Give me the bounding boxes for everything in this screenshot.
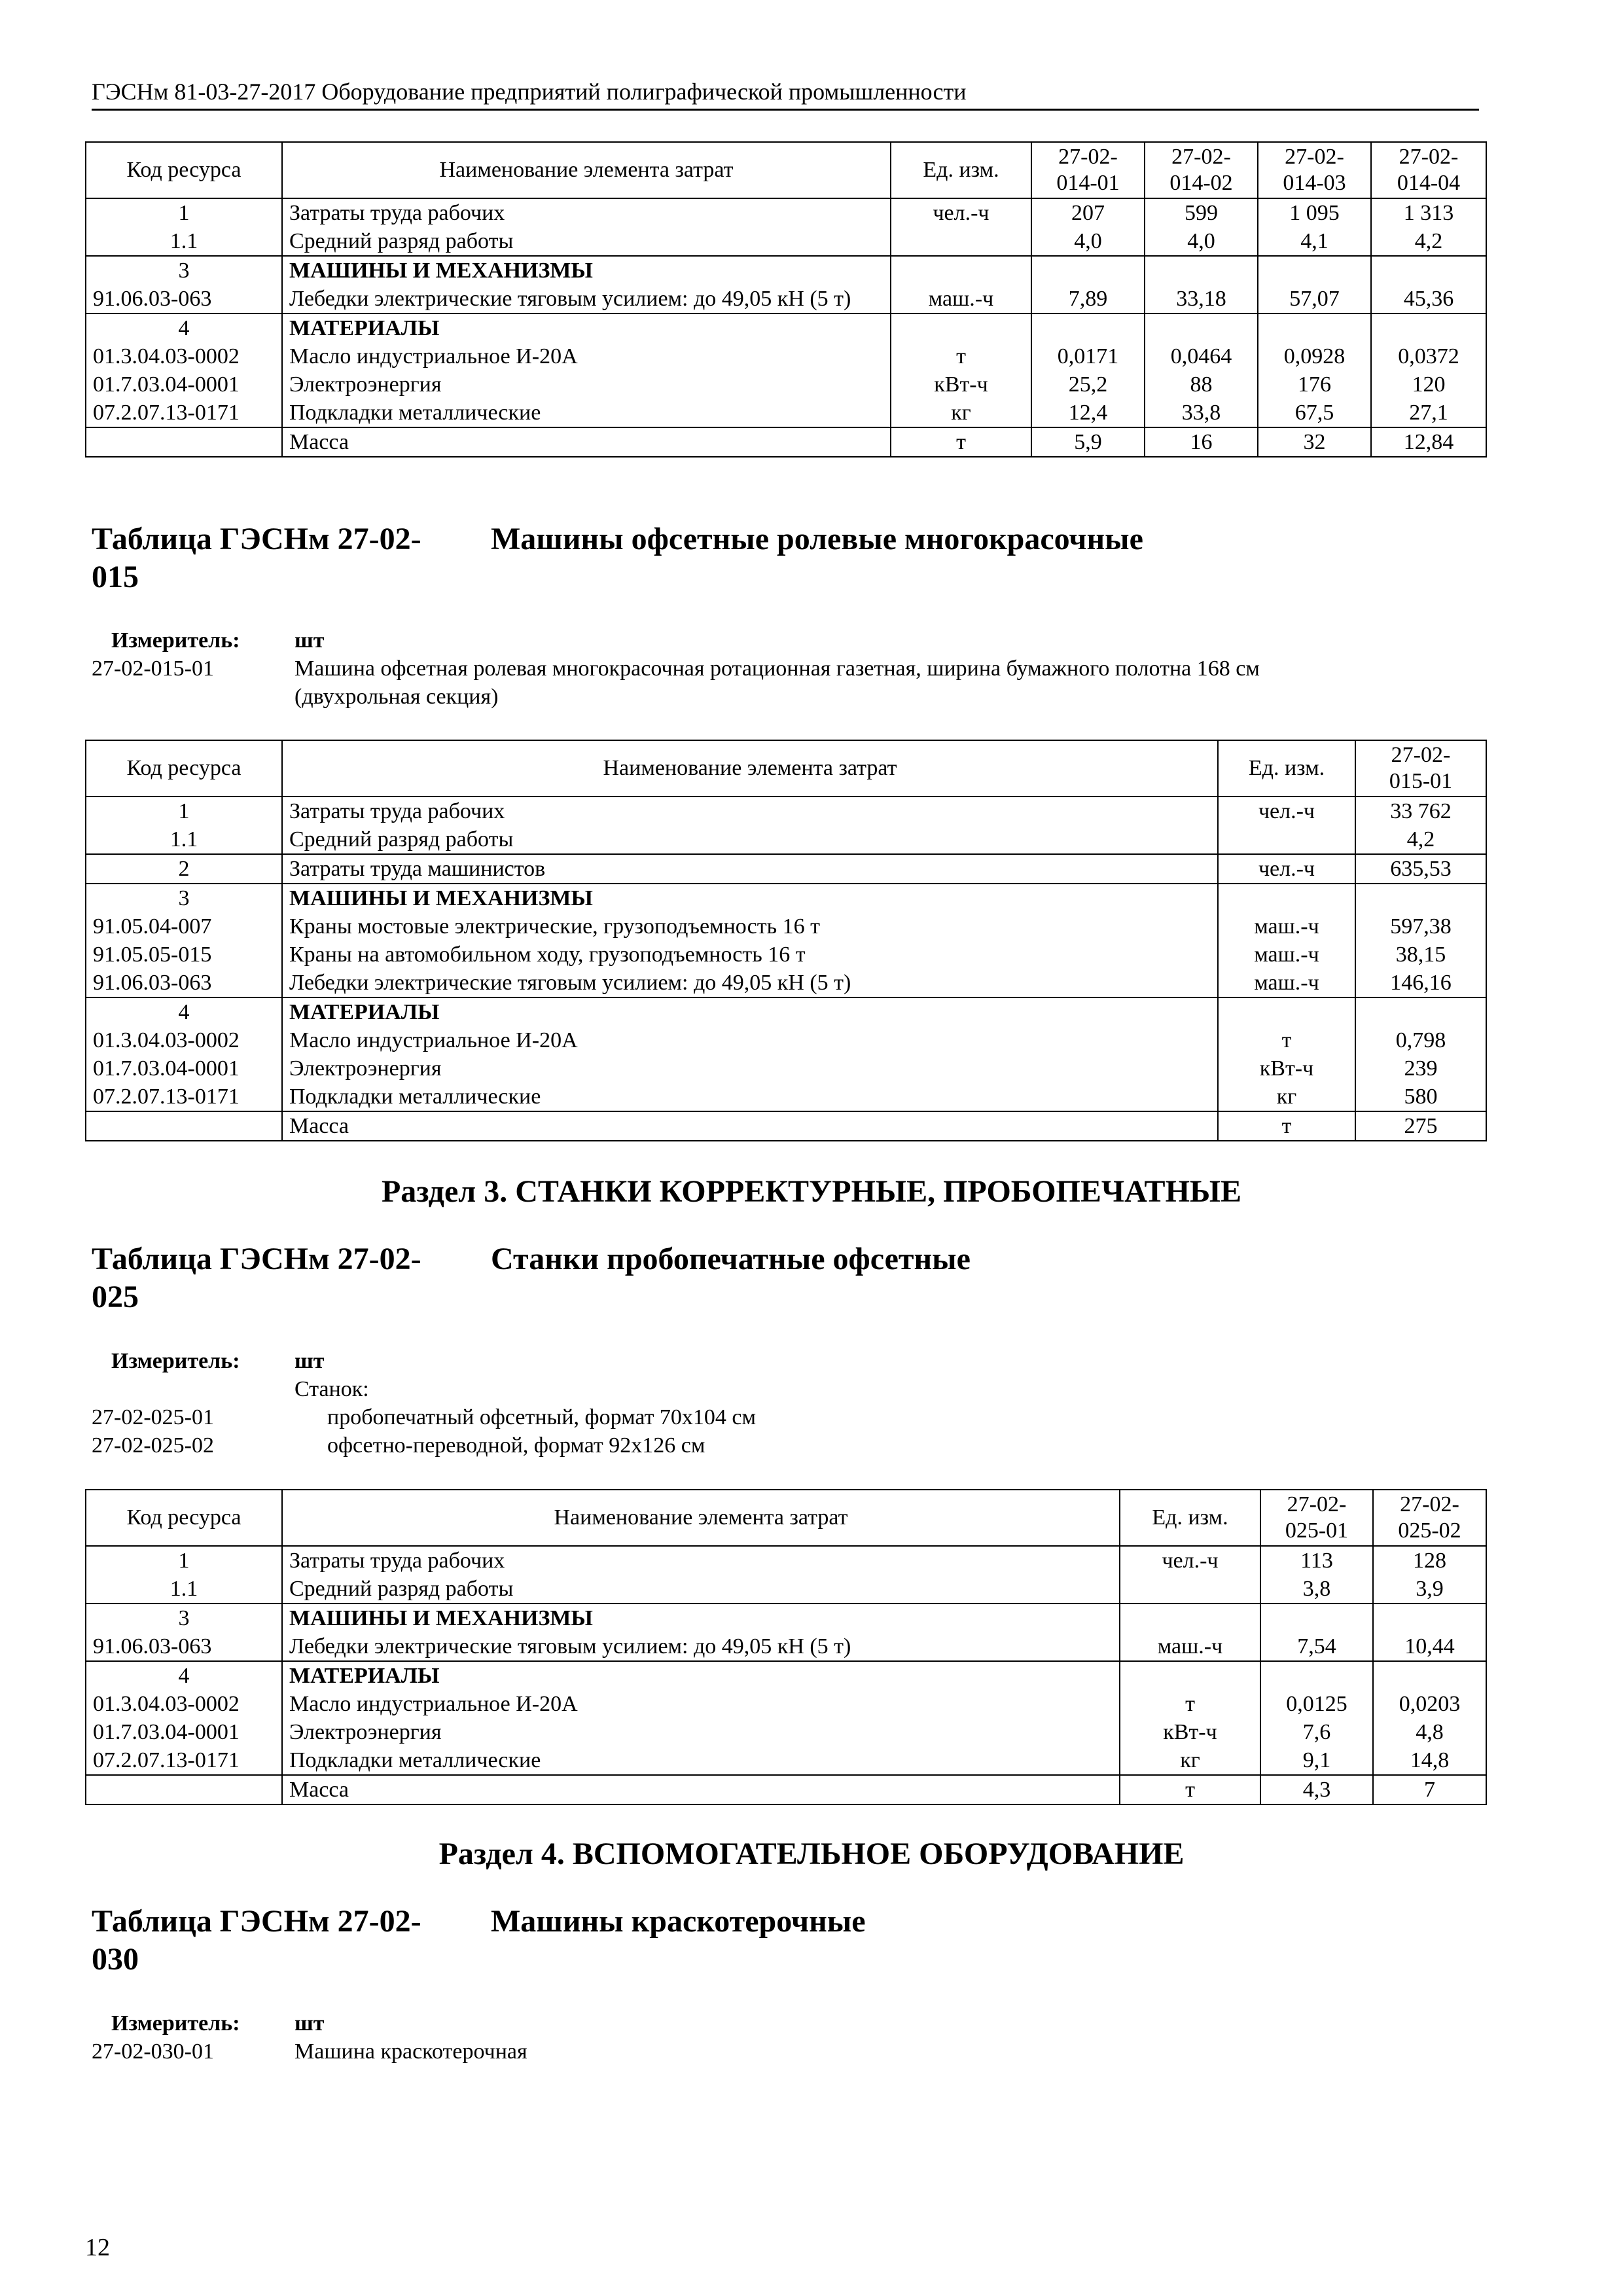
resource-value: 4,0 [1031, 227, 1145, 256]
resource-value: 4,1 [1258, 227, 1371, 256]
resource-value [1260, 1661, 1373, 1690]
item-desc: Машина краскотерочная [294, 2039, 527, 2064]
resource-value: 597,38 [1355, 912, 1486, 941]
resource-value: 27,1 [1371, 399, 1486, 427]
resource-value [1371, 314, 1486, 342]
table-row [86, 1026, 1486, 1054]
resource-code: 4 [86, 997, 282, 1026]
resource-value: 1 313 [1371, 198, 1486, 227]
resource-value: 0,798 [1355, 1026, 1486, 1054]
resource-value: 57,07 [1258, 285, 1371, 314]
resource-value: 128 [1373, 1546, 1486, 1575]
table-row [86, 1746, 1486, 1775]
resource-code: 4 [86, 314, 282, 342]
header-unit: Ед. изм. [891, 142, 1031, 198]
resource-value: 45,36 [1371, 285, 1486, 314]
section-4-heading: Раздел 4. ВСПОМОГАТЕЛЬНОЕ ОБОРУДОВАНИЕ [438, 1837, 1185, 1871]
resource-value: 4,0 [1145, 227, 1258, 256]
resource-name: Лебедки электрические тяговым усилием: до 49,05 кН (5 т) [282, 969, 1218, 997]
resource-value: 25,2 [1031, 370, 1145, 399]
table-row [86, 1775, 1486, 1804]
resource-value [1260, 1604, 1373, 1632]
resource-code: 07.2.07.13-0171 [86, 1746, 282, 1775]
resource-value: 0,0464 [1145, 342, 1258, 370]
resource-unit: т [1218, 1026, 1355, 1054]
resource-value: 113 [1260, 1546, 1373, 1575]
header-value: 27-02- 014-01 [1031, 142, 1145, 198]
resource-unit: т [1120, 1775, 1260, 1804]
table-row [86, 1604, 1486, 1632]
resource-name: Масло индустриальное И-20А [282, 1026, 1218, 1054]
measure-label: Измеритель: [111, 1349, 240, 1373]
resource-unit: маш.-ч [1218, 969, 1355, 997]
resource-value: 3,9 [1373, 1575, 1486, 1604]
table-row [86, 198, 1486, 227]
resource-value: 580 [1355, 1083, 1486, 1111]
resource-code [86, 1111, 282, 1141]
resource-code: 07.2.07.13-0171 [86, 399, 282, 427]
measure-unit: шт [294, 628, 325, 653]
resource-code: 4 [86, 1661, 282, 1690]
resource-unit: кВт-ч [1120, 1718, 1260, 1746]
resource-unit: чел.-ч [1120, 1546, 1260, 1575]
resource-unit [891, 256, 1031, 285]
resource-name: Подкладки металлические [282, 1746, 1120, 1775]
resource-value [1145, 256, 1258, 285]
resource-value: 4,3 [1260, 1775, 1373, 1804]
resource-name: Затраты труда машинистов [282, 854, 1218, 884]
resource-value [1355, 884, 1486, 912]
header-unit: Ед. изм. [1218, 740, 1355, 797]
table-row [86, 1546, 1486, 1575]
resource-name: Масло индустриальное И-20А [282, 1690, 1120, 1718]
resource-value: 176 [1258, 370, 1371, 399]
table-row [86, 797, 1486, 825]
resource-name: МАТЕРИАЛЫ [282, 1661, 1120, 1690]
resource-name: Масса [282, 427, 891, 457]
resource-name: Подкладки металлические [282, 1083, 1218, 1111]
resource-value: 33,18 [1145, 285, 1258, 314]
table-title-030 [92, 1903, 866, 1979]
item-desc: пробопечатный офсетный, формат 70х104 см [327, 1405, 757, 1429]
resource-name: Затраты труда рабочих [282, 198, 891, 227]
resource-name: Средний разряд работы [282, 825, 1218, 854]
header-value: 27-02- 014-03 [1258, 142, 1371, 198]
table-code-suffix: 025 [92, 1280, 139, 1314]
resource-value: 7 [1373, 1775, 1486, 1804]
resource-value [1031, 256, 1145, 285]
resource-unit [891, 227, 1031, 256]
resource-unit [1120, 1575, 1260, 1604]
table-title-025 [92, 1240, 971, 1316]
item-desc: офсетно-переводной, формат 92х126 см [327, 1433, 705, 1458]
resource-unit: кг [1218, 1083, 1355, 1111]
measure-block-025 [92, 1347, 1479, 1465]
resource-value: 4,2 [1371, 227, 1486, 256]
resource-value: 0,0372 [1371, 342, 1486, 370]
resource-code: 01.7.03.04-0001 [86, 1718, 282, 1746]
table-row [86, 912, 1486, 941]
resource-value: 0,0125 [1260, 1690, 1373, 1718]
header-value: 27-02- 014-04 [1371, 142, 1486, 198]
resource-table-014 [85, 141, 1487, 457]
table-row [86, 314, 1486, 342]
resource-name: Затраты труда рабочих [282, 797, 1218, 825]
table-row [86, 884, 1486, 912]
resource-value [1373, 1604, 1486, 1632]
resource-code: 2 [86, 854, 282, 884]
resource-code [86, 427, 282, 457]
resource-code: 91.06.03-063 [86, 1632, 282, 1661]
table-header-row [86, 142, 1486, 198]
resource-unit [1218, 884, 1355, 912]
resource-value: 0,0203 [1373, 1690, 1486, 1718]
resource-code: 1.1 [86, 227, 282, 256]
header-code: Код ресурса [86, 740, 282, 797]
item-code: 27-02-025-01 [92, 1405, 214, 1429]
resource-value: 635,53 [1355, 854, 1486, 884]
resource-name: МАТЕРИАЛЫ [282, 314, 891, 342]
resource-code: 91.06.03-063 [86, 969, 282, 997]
resource-value: 5,9 [1031, 427, 1145, 457]
resource-code: 1.1 [86, 1575, 282, 1604]
table-name: Станки пробопечатные офсетные [491, 1242, 971, 1276]
table-row [86, 1083, 1486, 1111]
resource-value: 33,8 [1145, 399, 1258, 427]
resource-name: Лебедки электрические тяговым усилием: до 49,05 кН (5 т) [282, 285, 891, 314]
resource-name: Средний разряд работы [282, 1575, 1120, 1604]
item-code: 27-02-030-01 [92, 2039, 214, 2064]
resource-value: 9,1 [1260, 1746, 1373, 1775]
resource-name: Краны на автомобильном ходу, грузоподъемность 16 т [282, 941, 1218, 969]
table-row [86, 1718, 1486, 1746]
resource-value: 4,2 [1355, 825, 1486, 854]
resource-code: 01.7.03.04-0001 [86, 1054, 282, 1083]
resource-value [1031, 314, 1145, 342]
resource-unit: кг [891, 399, 1031, 427]
resource-value: 4,8 [1373, 1718, 1486, 1746]
table-code: Таблица ГЭСНм 27-02- [92, 1904, 421, 1939]
resource-value: 10,44 [1373, 1632, 1486, 1661]
resource-unit: маш.-ч [1218, 941, 1355, 969]
resource-name: Масса [282, 1111, 1218, 1141]
resource-name: МАШИНЫ И МЕХАНИЗМЫ [282, 884, 1218, 912]
resource-value: 599 [1145, 198, 1258, 227]
resource-value: 7,54 [1260, 1632, 1373, 1661]
resource-name: Лебедки электрические тяговым усилием: до 49,05 кН (5 т) [282, 1632, 1120, 1661]
resource-name: МАТЕРИАЛЫ [282, 997, 1218, 1026]
resource-unit [1218, 825, 1355, 854]
table-row [86, 227, 1486, 256]
resource-value [1258, 314, 1371, 342]
resource-code: 01.3.04.03-0002 [86, 1026, 282, 1054]
item-desc-cont: (двухрольная секция) [294, 685, 499, 709]
resource-code: 1 [86, 1546, 282, 1575]
resource-unit [1120, 1604, 1260, 1632]
measure-label: Измеритель: [111, 2011, 240, 2036]
header-value: 27-02- 025-01 [1260, 1490, 1373, 1546]
table-row [86, 399, 1486, 427]
resource-code: 01.3.04.03-0002 [86, 1690, 282, 1718]
resource-value: 12,4 [1031, 399, 1145, 427]
table-name: Машины офсетные ролевые многокрасочные [491, 522, 1143, 556]
resource-value: 7,6 [1260, 1718, 1373, 1746]
table-header-row [86, 1490, 1486, 1546]
table-title-015 [92, 520, 1143, 596]
resource-name: Затраты труда рабочих [282, 1546, 1120, 1575]
resource-table-025 [85, 1489, 1487, 1805]
resource-unit: маш.-ч [891, 285, 1031, 314]
resource-name: Масса [282, 1775, 1120, 1804]
table-row [86, 370, 1486, 399]
item-code: 27-02-025-02 [92, 1433, 214, 1458]
header-value: 27-02- 014-02 [1145, 142, 1258, 198]
resource-unit: чел.-ч [891, 198, 1031, 227]
resource-unit: маш.-ч [1218, 912, 1355, 941]
page-header: ГЭСНм 81-03-27-2017 Оборудование предприятий полиграфической промышленности [92, 77, 1479, 111]
table-row [86, 969, 1486, 997]
resource-name: Электроэнергия [282, 1718, 1120, 1746]
resource-value: 3,8 [1260, 1575, 1373, 1604]
resource-value [1145, 314, 1258, 342]
resource-code: 1.1 [86, 825, 282, 854]
resource-name: Электроэнергия [282, 370, 891, 399]
resource-code: 3 [86, 256, 282, 285]
table-name: Машины краскотерочные [491, 1904, 866, 1939]
resource-code: 3 [86, 1604, 282, 1632]
resource-value: 275 [1355, 1111, 1486, 1141]
resource-value: 1 095 [1258, 198, 1371, 227]
resource-unit: т [891, 342, 1031, 370]
table-row [86, 1632, 1486, 1661]
table-row [86, 1575, 1486, 1604]
measure-unit: шт [294, 1349, 325, 1373]
resource-unit [1120, 1661, 1260, 1690]
resource-code: 01.7.03.04-0001 [86, 370, 282, 399]
table-row [86, 825, 1486, 854]
table-code: Таблица ГЭСНм 27-02- [92, 1242, 421, 1276]
resource-code: 1 [86, 198, 282, 227]
resource-value: 207 [1031, 198, 1145, 227]
table-row [86, 1690, 1486, 1718]
resource-value [1373, 1661, 1486, 1690]
header-name: Наименование элемента затрат [282, 142, 891, 198]
resource-unit [1218, 997, 1355, 1026]
resource-code: 91.05.05-015 [86, 941, 282, 969]
resource-value: 14,8 [1373, 1746, 1486, 1775]
header-unit: Ед. изм. [1120, 1490, 1260, 1546]
table-row [86, 1054, 1486, 1083]
resource-code: 91.05.04-007 [86, 912, 282, 941]
table-row [86, 427, 1486, 457]
resource-value: 32 [1258, 427, 1371, 457]
resource-unit: т [1218, 1111, 1355, 1141]
resource-unit: т [891, 427, 1031, 457]
table-row [86, 997, 1486, 1026]
table-code-suffix: 030 [92, 1942, 139, 1977]
resource-unit: кВт-ч [891, 370, 1031, 399]
resource-unit: т [1120, 1690, 1260, 1718]
measure-block-030 [92, 2009, 1479, 2068]
resource-code: 07.2.07.13-0171 [86, 1083, 282, 1111]
resource-value: 16 [1145, 427, 1258, 457]
resource-value: 33 762 [1355, 797, 1486, 825]
table-row [86, 1111, 1486, 1141]
table-code-suffix: 015 [92, 560, 139, 594]
table-row [86, 256, 1486, 285]
resource-unit: чел.-ч [1218, 854, 1355, 884]
measure-head: Станок: [294, 1377, 369, 1401]
resource-table-015 [85, 740, 1487, 1141]
resource-code: 91.06.03-063 [86, 285, 282, 314]
header-name: Наименование элемента затрат [282, 1490, 1120, 1546]
resource-name: МАШИНЫ И МЕХАНИЗМЫ [282, 1604, 1120, 1632]
resource-value: 88 [1145, 370, 1258, 399]
resource-name: Подкладки металлические [282, 399, 891, 427]
resource-name: Масло индустриальное И-20А [282, 342, 891, 370]
header-value: 27-02- 015-01 [1355, 740, 1486, 797]
page-number: 12 [85, 2234, 110, 2261]
section-3-heading: Раздел 3. СТАНКИ КОРРЕКТУРНЫЕ, ПРОБОПЕЧАТНЫЕ [381, 1174, 1242, 1209]
resource-value [1355, 997, 1486, 1026]
resource-value [1258, 256, 1371, 285]
resource-value [1371, 256, 1486, 285]
resource-code [86, 1775, 282, 1804]
resource-code: 01.3.04.03-0002 [86, 342, 282, 370]
resource-value: 38,15 [1355, 941, 1486, 969]
resource-unit: кг [1120, 1746, 1260, 1775]
table-row [86, 342, 1486, 370]
resource-name: Краны мостовые электрические, грузоподъемность 16 т [282, 912, 1218, 941]
resource-unit: кВт-ч [1218, 1054, 1355, 1083]
resource-value: 12,84 [1371, 427, 1486, 457]
table-row [86, 285, 1486, 314]
resource-unit [891, 314, 1031, 342]
header-value: 27-02- 025-02 [1373, 1490, 1486, 1546]
resource-code: 3 [86, 884, 282, 912]
resource-name: Электроэнергия [282, 1054, 1218, 1083]
resource-value: 67,5 [1258, 399, 1371, 427]
resource-unit: маш.-ч [1120, 1632, 1260, 1661]
table-header-row [86, 740, 1486, 797]
header-code: Код ресурса [86, 1490, 282, 1546]
table-code: Таблица ГЭСНм 27-02- [92, 522, 421, 556]
header-name: Наименование элемента затрат [282, 740, 1218, 797]
resource-name: Средний разряд работы [282, 227, 891, 256]
resource-unit: чел.-ч [1218, 797, 1355, 825]
item-code: 27-02-015-01 [92, 656, 214, 681]
measure-label: Измеритель: [111, 628, 240, 653]
resource-value: 239 [1355, 1054, 1486, 1083]
resource-name: МАШИНЫ И МЕХАНИЗМЫ [282, 256, 891, 285]
resource-value: 7,89 [1031, 285, 1145, 314]
resource-code: 1 [86, 797, 282, 825]
measure-block-015 [92, 626, 1479, 711]
item-desc: Машина офсетная ролевая многокрасочная ротационная газетная, ширина бумажного полотна 168 см [294, 656, 1260, 681]
resource-value: 120 [1371, 370, 1486, 399]
resource-value: 146,16 [1355, 969, 1486, 997]
resource-value: 0,0928 [1258, 342, 1371, 370]
resource-value: 0,0171 [1031, 342, 1145, 370]
table-row [86, 1661, 1486, 1690]
header-code: Код ресурса [86, 142, 282, 198]
measure-unit: шт [294, 2011, 325, 2036]
table-row [86, 854, 1486, 884]
table-row [86, 941, 1486, 969]
